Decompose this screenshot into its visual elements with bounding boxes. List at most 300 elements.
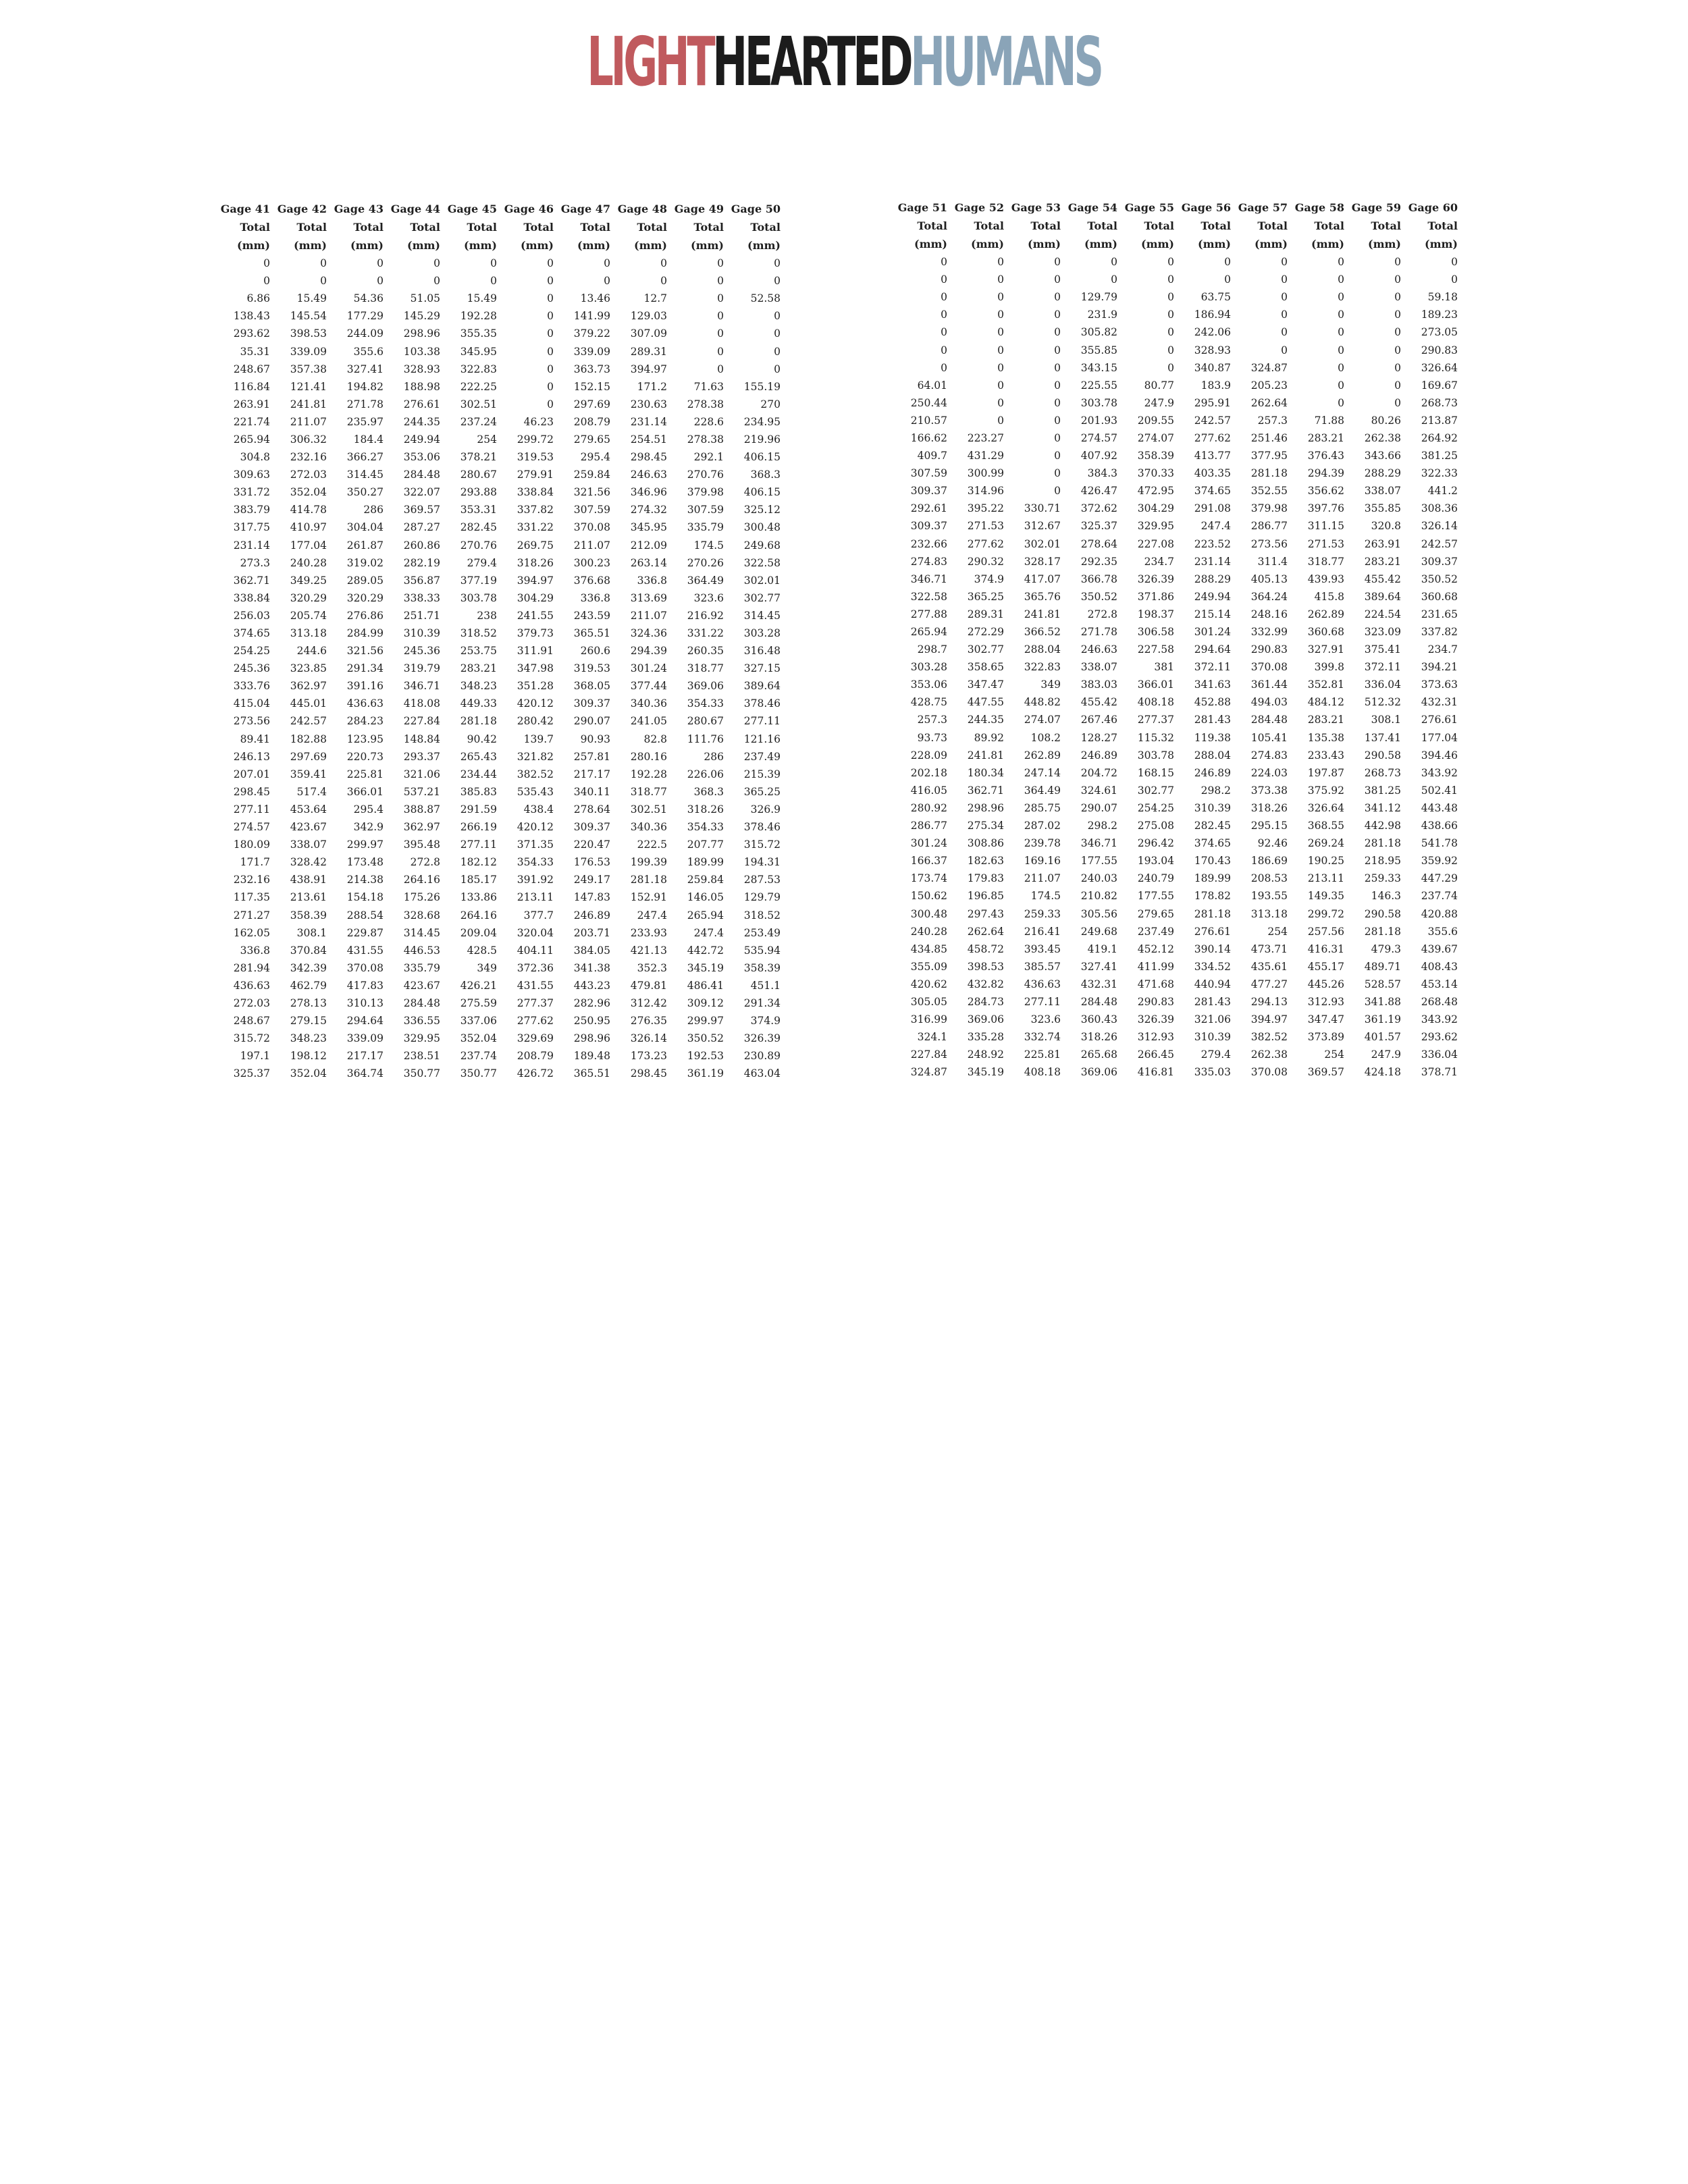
table-cell: 359.41 xyxy=(290,768,327,780)
table-cell: 314.45 xyxy=(403,926,440,939)
table-cell: 314.45 xyxy=(346,469,384,481)
table-cell: 186.94 xyxy=(1194,309,1231,321)
table-cell: 129.79 xyxy=(1080,291,1117,304)
table-cell: 232.66 xyxy=(910,537,947,550)
table-cell: 391.16 xyxy=(346,680,384,693)
table-cell: 0 xyxy=(1394,361,1401,374)
table-cell: 231.14 xyxy=(630,415,667,428)
table-cell: 275.34 xyxy=(967,820,1004,832)
table-cell: 0 xyxy=(941,344,947,356)
table-cell: 309.37 xyxy=(1421,555,1458,568)
table-cell: 281.94 xyxy=(233,961,270,974)
table-cell: 318.26 xyxy=(517,556,554,569)
table-cell: 0 xyxy=(1224,273,1231,286)
table-cell: 355.6 xyxy=(353,345,384,358)
table-cell: 455.42 xyxy=(1080,696,1117,709)
table-row xyxy=(220,642,787,660)
table-cell: 248.16 xyxy=(1250,608,1288,620)
table-cell: 328.17 xyxy=(1024,555,1061,568)
table-cell: 345.19 xyxy=(687,961,724,974)
table-cell: 0 xyxy=(941,326,947,339)
table-cell: 360.68 xyxy=(1307,626,1344,639)
table-cell: 313.69 xyxy=(630,591,667,604)
table-cell: 328.68 xyxy=(403,909,440,922)
table-cell: 82.8 xyxy=(643,733,667,745)
table-cell: 0 xyxy=(1338,256,1344,269)
table-cell: 298.96 xyxy=(573,1032,610,1045)
table-cell: 171.7 xyxy=(240,856,270,869)
column-header: Gage 45 xyxy=(447,203,497,215)
column-header: (mm) xyxy=(237,239,270,252)
table-cell: 373.63 xyxy=(1421,678,1458,691)
table-row xyxy=(897,253,1465,271)
table-cell: 332.99 xyxy=(1250,626,1288,639)
table-cell: 394.97 xyxy=(1250,1013,1288,1026)
table-cell: 276.86 xyxy=(346,609,384,622)
table-cell: 408.18 xyxy=(1137,696,1174,709)
table-cell: 0 xyxy=(1451,273,1458,286)
table-cell: 289.31 xyxy=(967,608,1004,620)
table-cell: 89.41 xyxy=(240,733,270,745)
table-cell: 298.7 xyxy=(917,643,947,656)
table-cell: 0 xyxy=(1338,361,1344,374)
column-header: (mm) xyxy=(577,239,610,252)
table-cell: 152.15 xyxy=(573,380,610,393)
table-row xyxy=(220,748,787,766)
table-cell: 211.07 xyxy=(573,539,610,552)
table-cell: 278.38 xyxy=(687,433,724,446)
table-cell: 0 xyxy=(377,275,384,288)
table-cell: 352.3 xyxy=(637,961,667,974)
table-cell: 0 xyxy=(1338,326,1344,339)
table-cell: 463.04 xyxy=(743,1067,781,1080)
table-row xyxy=(220,730,787,748)
table-cell: 269.75 xyxy=(517,539,554,552)
table-cell: 382.52 xyxy=(1250,1031,1288,1044)
table-cell: 354.33 xyxy=(687,697,724,710)
table-cell: 458.72 xyxy=(967,942,1004,955)
table-row xyxy=(897,958,1465,976)
table-cell: 63.75 xyxy=(1201,291,1231,304)
table-cell: 257.3 xyxy=(917,714,947,726)
column-header: Total xyxy=(296,221,327,234)
table-cell: 376.43 xyxy=(1307,450,1344,462)
table-cell: 0 xyxy=(1224,256,1231,269)
table-cell: 292.61 xyxy=(910,502,947,515)
table-cell: 121.41 xyxy=(290,380,327,393)
column-header: Gage 44 xyxy=(390,203,440,215)
table-cell: 240.03 xyxy=(1080,872,1117,885)
column-header: Gage 49 xyxy=(674,203,724,215)
table-cell: 248.92 xyxy=(967,1048,1004,1061)
table-cell: 294.13 xyxy=(1250,995,1288,1008)
table-cell: 366.27 xyxy=(346,451,384,464)
table-cell: 0 xyxy=(1111,256,1117,269)
table-cell: 182.88 xyxy=(290,733,327,745)
column-header: Total xyxy=(410,221,440,234)
table-cell: 293.62 xyxy=(1421,1031,1458,1044)
table-cell: 535.94 xyxy=(743,944,781,957)
table-cell: 298.45 xyxy=(630,1067,667,1080)
site-logo[interactable] xyxy=(321,15,1367,109)
table-cell: 284.73 xyxy=(967,995,1004,1008)
table-cell: 338.33 xyxy=(403,591,440,604)
table-cell: 260.86 xyxy=(403,539,440,552)
table-cell: 438.4 xyxy=(523,803,554,816)
table-cell: 262.64 xyxy=(967,925,1004,938)
table-cell: 246.13 xyxy=(233,750,270,763)
table-cell: 235.97 xyxy=(346,415,384,428)
table-cell: 0 xyxy=(547,363,554,375)
table-row xyxy=(897,377,1465,394)
table-cell: 436.63 xyxy=(346,697,384,710)
table-cell: 208.79 xyxy=(573,415,610,428)
table-cell: 254 xyxy=(1324,1048,1344,1061)
table-cell: 322.83 xyxy=(460,363,497,375)
table-cell: 320.8 xyxy=(1371,520,1401,533)
table-cell: 375.92 xyxy=(1307,784,1344,797)
table-cell: 341.12 xyxy=(1364,801,1401,814)
table-cell: 284.48 xyxy=(1250,714,1288,726)
table-cell: 332.74 xyxy=(1024,1031,1061,1044)
table-cell: 383.03 xyxy=(1080,678,1117,691)
table-cell: 361.19 xyxy=(687,1067,724,1080)
table-cell: 0 xyxy=(941,256,947,269)
table-cell: 471.68 xyxy=(1137,978,1174,990)
table-cell: 0 xyxy=(1054,431,1061,444)
table-cell: 246.63 xyxy=(1080,643,1117,656)
table-cell: 439.67 xyxy=(1421,942,1458,955)
column-header: Gage 46 xyxy=(504,203,554,215)
table-cell: 318.26 xyxy=(1080,1031,1117,1044)
column-header: Total xyxy=(1087,219,1117,232)
table-cell: 448.82 xyxy=(1024,696,1061,709)
column-header: Gage 42 xyxy=(277,203,327,215)
table-cell: 277.11 xyxy=(460,838,497,851)
table-cell: 208.53 xyxy=(1250,872,1288,885)
table-cell: 336.8 xyxy=(580,591,610,604)
table-cell: 193.55 xyxy=(1250,890,1288,903)
table-row xyxy=(220,924,787,942)
table-cell: 326.64 xyxy=(1421,361,1458,374)
table-cell: 220.47 xyxy=(573,838,610,851)
table-cell: 46.23 xyxy=(523,415,554,428)
table-cell: 324.61 xyxy=(1080,784,1117,797)
table-cell: 290.83 xyxy=(1421,344,1458,356)
table-cell: 254 xyxy=(1267,925,1288,938)
column-header: Gage 48 xyxy=(617,203,667,215)
table-cell: 440.94 xyxy=(1194,978,1231,990)
table-cell: 334.52 xyxy=(1194,960,1231,973)
table-cell: 265.94 xyxy=(910,626,947,639)
table-cell: 379.98 xyxy=(1250,502,1288,515)
table-cell: 288.29 xyxy=(1364,467,1401,480)
table-cell: 90.42 xyxy=(467,733,497,745)
table-cell: 323.6 xyxy=(1030,1013,1061,1026)
table-row xyxy=(897,1028,1465,1046)
table-cell: 272.8 xyxy=(410,856,440,869)
column-header: (mm) xyxy=(294,239,327,252)
column-header: Gage 54 xyxy=(1067,201,1117,214)
table-cell: 318.52 xyxy=(743,909,781,922)
table-cell: 326.39 xyxy=(1137,1013,1174,1026)
table-cell: 279.65 xyxy=(573,433,610,446)
table-cell: 0 xyxy=(1338,309,1344,321)
table-cell: 292.35 xyxy=(1080,555,1117,568)
table-cell: 304.29 xyxy=(1137,502,1174,515)
table-cell: 0 xyxy=(604,257,610,270)
table-cell: 262.89 xyxy=(1024,749,1061,762)
table-cell: 355.35 xyxy=(460,327,497,340)
table-cell: 275.08 xyxy=(1137,820,1174,832)
table-cell: 362.71 xyxy=(233,574,270,587)
table-row xyxy=(220,378,787,396)
table-cell: 326.39 xyxy=(1137,572,1174,585)
table-cell: 0 xyxy=(1394,326,1401,339)
table-cell: 271.53 xyxy=(1307,537,1344,550)
table-cell: 249.17 xyxy=(573,874,610,886)
table-cell: 270.76 xyxy=(460,539,497,552)
table-cell: 494.03 xyxy=(1250,696,1288,709)
table-cell: 0 xyxy=(1338,291,1344,304)
table-cell: 302.77 xyxy=(1137,784,1174,797)
table-cell: 393.45 xyxy=(1024,942,1061,955)
table-cell: 298.2 xyxy=(1087,820,1117,832)
table-cell: 0 xyxy=(1167,291,1174,304)
table-cell: 320.29 xyxy=(290,591,327,604)
table-cell: 432.31 xyxy=(1080,978,1117,990)
table-cell: 428.75 xyxy=(910,696,947,709)
table-cell: 0 xyxy=(433,257,440,270)
column-header: (mm) xyxy=(971,238,1004,250)
table-cell: 269.24 xyxy=(1307,837,1344,850)
table-cell: 276.61 xyxy=(403,398,440,410)
table-cell: 193.04 xyxy=(1137,855,1174,868)
table-row xyxy=(897,676,1465,693)
table-cell: 0 xyxy=(1054,291,1061,304)
table-cell: 263.91 xyxy=(1364,537,1401,550)
table-cell: 335.79 xyxy=(403,961,440,974)
table-row xyxy=(897,288,1465,306)
table-cell: 290.83 xyxy=(1250,643,1288,656)
table-cell: 379.22 xyxy=(573,327,610,340)
table-cell: 149.35 xyxy=(1307,890,1344,903)
table-cell: 241.81 xyxy=(967,749,1004,762)
table-cell: 326.14 xyxy=(1421,520,1458,533)
table-cell: 0 xyxy=(1394,396,1401,409)
table-cell: 375.41 xyxy=(1364,643,1401,656)
table-cell: 225.55 xyxy=(1080,379,1117,392)
table-cell: 273.05 xyxy=(1421,326,1458,339)
table-cell: 0 xyxy=(490,257,497,270)
table-cell: 293.62 xyxy=(233,327,270,340)
table-cell: 394.97 xyxy=(630,363,667,375)
table-cell: 281.18 xyxy=(460,715,497,728)
table-cell: 301.24 xyxy=(1194,626,1231,639)
table-row xyxy=(220,959,787,977)
table-cell: 307.59 xyxy=(910,467,947,480)
table-cell: 312.93 xyxy=(1137,1031,1174,1044)
table-cell: 384.05 xyxy=(573,944,610,957)
table-cell: 279.15 xyxy=(290,1015,327,1028)
table-row xyxy=(220,518,787,536)
table-cell: 288.54 xyxy=(346,909,384,922)
table-cell: 6.86 xyxy=(246,292,270,305)
table-cell: 273.3 xyxy=(240,556,270,569)
table-cell: 263.91 xyxy=(233,398,270,410)
table-cell: 310.13 xyxy=(346,996,384,1009)
table-cell: 398.53 xyxy=(290,327,327,340)
column-header: Gage 43 xyxy=(334,203,384,215)
table-cell: 215.14 xyxy=(1194,608,1231,620)
table-cell: 253.49 xyxy=(743,926,781,939)
table-row xyxy=(220,818,787,836)
table-cell: 479.81 xyxy=(630,979,667,992)
table-cell: 250.44 xyxy=(910,396,947,409)
table-cell: 0 xyxy=(1281,326,1288,339)
table-cell: 453.14 xyxy=(1421,978,1458,990)
table-cell: 194.82 xyxy=(346,380,384,393)
table-cell: 0 xyxy=(1394,256,1401,269)
table-cell: 301.24 xyxy=(630,662,667,675)
table-cell: 279.4 xyxy=(467,556,497,569)
table-row xyxy=(220,1030,787,1047)
table-cell: 356.62 xyxy=(1307,485,1344,498)
table-cell: 365.25 xyxy=(967,590,1004,603)
table-cell: 435.61 xyxy=(1250,960,1288,973)
column-header: Total xyxy=(580,221,610,234)
table-cell: 279.65 xyxy=(1137,907,1174,920)
table-row xyxy=(897,271,1465,288)
table-cell: 345.95 xyxy=(630,521,667,534)
table-cell: 259.84 xyxy=(573,469,610,481)
table-cell: 298.45 xyxy=(630,451,667,464)
table-cell: 447.29 xyxy=(1421,872,1458,885)
table-cell: 216.92 xyxy=(687,609,724,622)
column-header: (mm) xyxy=(1198,238,1231,250)
table-cell: 436.63 xyxy=(1024,978,1061,990)
table-cell: 325.37 xyxy=(233,1067,270,1080)
table-cell: 369.57 xyxy=(403,504,440,516)
table-cell: 90.93 xyxy=(580,733,610,745)
table-cell: 342.9 xyxy=(353,821,384,834)
table-cell: 64.01 xyxy=(917,379,947,392)
table-row xyxy=(897,553,1465,570)
table-cell: 369.57 xyxy=(1307,1066,1344,1079)
table-cell: 294.39 xyxy=(630,645,667,658)
table-cell: 166.62 xyxy=(910,431,947,444)
table-row xyxy=(220,342,787,360)
table-cell: 316.99 xyxy=(910,1013,947,1026)
table-cell: 201.93 xyxy=(1080,414,1117,427)
table-cell: 189.48 xyxy=(573,1050,610,1063)
table-cell: 173.48 xyxy=(346,856,384,869)
table-cell: 264.16 xyxy=(403,874,440,886)
table-cell: 180.09 xyxy=(233,838,270,851)
table-cell: 244.09 xyxy=(346,327,384,340)
table-cell: 384.3 xyxy=(1087,467,1117,480)
table-cell: 290.07 xyxy=(573,715,610,728)
column-header: Gage 55 xyxy=(1124,201,1174,214)
table-cell: 304.04 xyxy=(346,521,384,534)
table-cell: 362.97 xyxy=(403,821,440,834)
table-cell: 286 xyxy=(704,750,724,763)
table-cell: 292.1 xyxy=(693,451,724,464)
table-cell: 0 xyxy=(320,275,327,288)
column-header: Total xyxy=(1257,219,1288,232)
table-cell: 248.67 xyxy=(233,1015,270,1028)
table-cell: 420.62 xyxy=(910,978,947,990)
table-cell: 278.64 xyxy=(573,803,610,816)
table-cell: 340.11 xyxy=(573,785,610,798)
table-cell: 207.77 xyxy=(687,838,724,851)
table-cell: 306.32 xyxy=(290,433,327,446)
table-cell: 364.49 xyxy=(687,574,724,587)
table-cell: 246.89 xyxy=(1194,766,1231,779)
column-header: (mm) xyxy=(407,239,440,252)
table-cell: 351.28 xyxy=(517,680,554,693)
table-row xyxy=(220,272,787,290)
table-cell: 416.81 xyxy=(1137,1066,1174,1079)
table-row xyxy=(220,660,787,677)
table-cell: 374.65 xyxy=(1194,837,1231,850)
table-row xyxy=(897,500,1465,517)
column-header: Gage 56 xyxy=(1181,201,1231,214)
table-cell: 338.84 xyxy=(233,591,270,604)
table-cell: 353.31 xyxy=(460,504,497,516)
table-cell: 355.09 xyxy=(910,960,947,973)
table-cell: 277.11 xyxy=(1024,995,1061,1008)
column-header: Gage 50 xyxy=(731,203,781,215)
table-cell: 231.14 xyxy=(1194,555,1231,568)
table-cell: 197.87 xyxy=(1307,766,1344,779)
table-cell: 321.56 xyxy=(573,486,610,499)
table-cell: 276.61 xyxy=(1421,714,1458,726)
table-cell: 119.38 xyxy=(1194,731,1231,744)
table-cell: 327.41 xyxy=(1080,960,1117,973)
table-cell: 242.57 xyxy=(1194,414,1231,427)
table-row xyxy=(220,466,787,483)
table-cell: 280.67 xyxy=(460,469,497,481)
header-row xyxy=(220,218,787,236)
table-cell: 0 xyxy=(1394,291,1401,304)
table-cell: 228.6 xyxy=(693,415,724,428)
table-cell: 205.74 xyxy=(290,609,327,622)
table-cell: 13.46 xyxy=(580,292,610,305)
table-cell: 0 xyxy=(1338,273,1344,286)
table-cell: 306.58 xyxy=(1137,626,1174,639)
table-cell: 170.43 xyxy=(1194,855,1231,868)
table-cell: 123.95 xyxy=(346,733,384,745)
table-cell: 139.7 xyxy=(523,733,554,745)
table-cell: 274.57 xyxy=(233,821,270,834)
table-cell: 177.04 xyxy=(1421,731,1458,744)
table-cell: 374.9 xyxy=(750,1015,781,1028)
table-cell: 264.16 xyxy=(460,909,497,922)
table-cell: 322.58 xyxy=(743,556,781,569)
table-cell: 338.84 xyxy=(517,486,554,499)
table-cell: 297.69 xyxy=(290,750,327,763)
table-cell: 262.38 xyxy=(1250,1048,1288,1061)
column-header: Total xyxy=(637,221,667,234)
table-row xyxy=(897,764,1465,782)
table-cell: 370.08 xyxy=(1250,1066,1288,1079)
column-header: (mm) xyxy=(521,239,554,252)
table-cell: 288.04 xyxy=(1194,749,1231,762)
table-cell: 300.23 xyxy=(573,556,610,569)
table-cell: 355.85 xyxy=(1080,344,1117,356)
table-cell: 320.04 xyxy=(517,926,554,939)
